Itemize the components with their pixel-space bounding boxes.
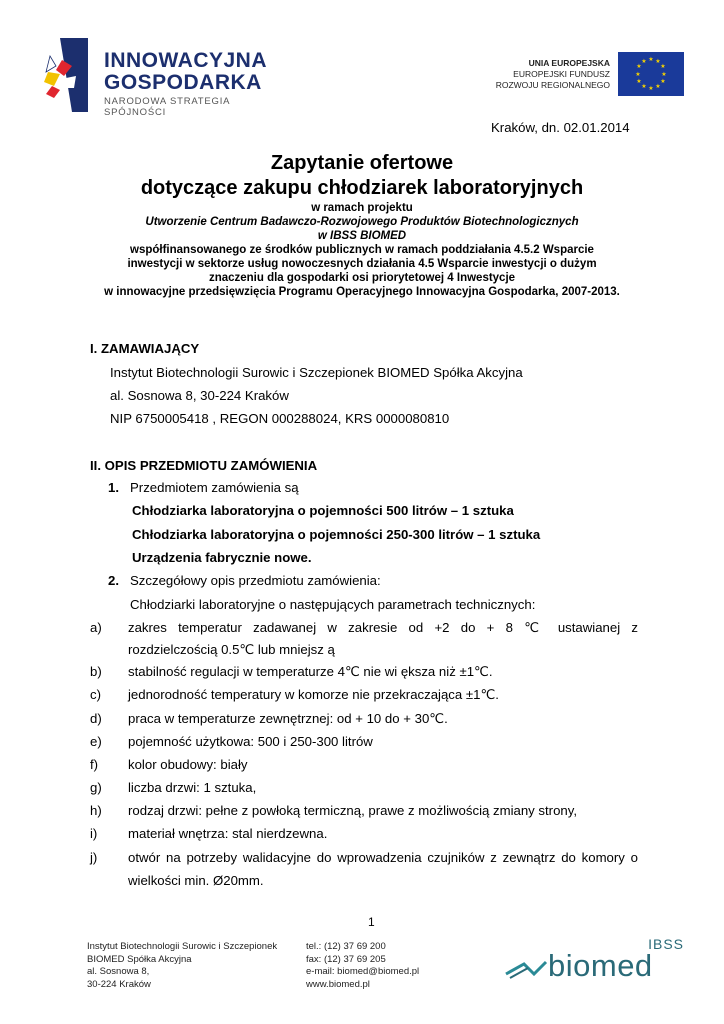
list-item-text: otwór na potrzeby walidacyjne do wprowadzenia czujników z zewnątrz do komory o [128,850,638,865]
title-sub-line5: w IBSS BIOMED [317,230,407,242]
footer-city: 30-224 Kraków [87,978,151,990]
title-sub-line8: znaczeniu dla gospodarki osi priorytetowej 4 Inwestycje [208,272,516,284]
list-item [90,711,638,729]
list-item [90,664,638,682]
biomed-logo-name: biomed [548,948,653,983]
list-item-text: liczba drzwi: 1 sztuka, [128,780,257,795]
list-item [90,826,638,844]
title-sub-line3: w ramach projektu [311,202,413,214]
footer-street: al. Sosnowa 8, [87,966,150,977]
list-item-letter: j) [90,850,98,865]
biomed-mark-icon [504,952,548,980]
ig-emblem-icon [42,36,90,114]
list-item-text: zakres temperatur zadawanej w zakresie od +2 do + 8 ℃ ustawianej z [128,620,638,635]
footer-address [87,941,277,991]
eu-flag-icon [618,52,684,96]
svg-text:★: ★ [641,58,647,65]
ig-logo-line1: INNOWACYJNA [104,49,268,72]
list-item [90,734,638,752]
list-item-text: praca w temperaturze zewnętrznej: od + 10 do + 30℃. [128,711,448,726]
list-item-letter: f) [90,757,99,772]
eu-fund-text [480,58,610,91]
title-sub-line4: Utworzenie Centrum Badawczo-Rozwojowego Produktów Biotechnologicznych [145,216,579,228]
svg-text:★: ★ [660,63,666,70]
list-item-text: kolor obudowy: biały [128,757,248,772]
list-item-letter: h) [90,803,102,818]
list-item-text: materiał wnętrza: stal nierdzewna. [128,826,328,841]
biomed-logo [500,936,692,984]
svg-text:★: ★ [660,78,666,85]
list-item [90,803,638,821]
eu-line1: UNIA EUROPEJSKA [528,58,610,68]
list-item [90,850,638,890]
eu-fund-logo [490,50,690,100]
eu-line2: EUROPEJSKI FUNDUSZ [513,69,610,79]
svg-text:★: ★ [648,85,654,92]
params-intro: Chłodziarki laboratoryjne o następujących parametrach technicznych: [130,597,536,612]
eu-line3: ROZWOJU REGIONALNEGO [495,80,610,90]
ig-logo-subtitle: NARODOWA STRATEGIA SPÓJNOŚCI [104,96,230,118]
buyer-address: al. Sosnowa 8, 30-224 Kraków [110,388,289,403]
list-item-text: rodzaj drzwi: pełne z powłoką termiczną, prawe z możliwością zmiany strony, [128,803,578,818]
svg-text:★: ★ [661,71,667,78]
list-item-text-cont: rozdzielczością 0.5℃ lub mniejsz ą [128,642,335,657]
list-item [90,687,638,705]
list-item [90,757,638,775]
footer-fax: fax: (12) 37 69 205 [306,953,386,965]
list-item-text: pojemność użytkowa: 500 i 250-300 litrów [128,734,373,749]
title-sub-line6: współfinansowanego ze środków publicznych w ramach poddziałania 4.5.2 Wsparcie [130,244,594,256]
list-item-text: jednorodność temperatury w komorze nie przekraczająca ±1℃. [128,687,499,702]
footer-company-line1: Instytut Biotechnologii Surowic i Szczepionek [87,941,278,952]
list-item-letter: c) [90,687,101,702]
svg-text:★: ★ [655,58,661,65]
title-sub-line7: inwestycji w sektorze usług nowoczesnych działania 4.5 Wsparcie inwestycji o dużym [127,258,597,270]
point2-number: 2. [108,573,119,588]
list-item [90,780,638,798]
item-new-devices: Urządzenia fabrycznie nowe. [132,550,312,565]
date-line: Kraków, dn. 02.01.2014 [491,120,630,135]
item-fridge-250-300: Chłodziarka laboratoryjna o pojemności 250-300 litrów – 1 sztuka [132,527,541,542]
footer-contact [306,941,419,991]
list-item-letter: i) [90,826,98,841]
list-item-letter: b) [90,664,102,679]
list-item-letter: e) [90,734,102,749]
page-number: 1 [368,915,375,929]
svg-text:★: ★ [641,83,647,90]
point1-number: 1. [108,480,119,495]
point2-text: Szczegółowy opis przedmiotu zamówienia: [130,573,381,588]
footer-email[interactable]: e-mail: biomed@biomed.pl [306,966,420,977]
list-item-text: stabilność regulacji w temperaturze 4℃ nie wi ększa niż ±1℃. [128,664,493,679]
footer-website[interactable]: www.biomed.pl [306,978,370,990]
section1-heading: I. ZAMAWIAJĄCY [90,341,200,356]
page-title-line2: dotyczące zakupu chłodziarek laboratoryjnych [140,177,584,199]
footer-phone: tel.: (12) 37 69 200 [306,941,386,952]
biomed-logo-ibss: IBSS [648,936,684,952]
svg-text:★: ★ [636,63,642,70]
item-fridge-500: Chłodziarka laboratoryjna o pojemności 500 litrów – 1 sztuka [132,503,514,518]
buyer-ids: NIP 6750005418 , REGON 000288024, KRS 0000080810 [110,411,450,426]
ig-logo-line2: GOSPODARKA [104,71,262,94]
title-sub-line9: w innowacyjne przedsięwzięcia Programu Operacyjnego Innowacyjna Gospodarka, 2007-2013. [104,286,620,298]
buyer-name: Instytut Biotechnologii Surowic i Szczepionek BIOMED Spółka Akcyjna [110,365,523,380]
list-item-letter: a) [90,620,102,635]
innowacyjna-gospodarka-logo [42,36,282,116]
svg-text:★: ★ [655,83,661,90]
list-item [90,620,638,660]
svg-text:★: ★ [636,78,642,85]
svg-text:★: ★ [635,71,641,78]
svg-text:★: ★ [648,56,654,63]
list-item-text-cont: wielkości min. Ø20mm. [128,873,264,888]
list-item-letter: d) [90,711,102,726]
list-item-letter: g) [90,780,102,795]
footer-company-line2: BIOMED Spółka Akcyjna [87,953,192,965]
page-title: Zapytanie ofertowe [270,152,454,174]
point1-text: Przedmiotem zamówienia są [130,480,299,495]
section2-heading: II. OPIS PRZEDMIOTU ZAMÓWIENIA [90,458,318,473]
